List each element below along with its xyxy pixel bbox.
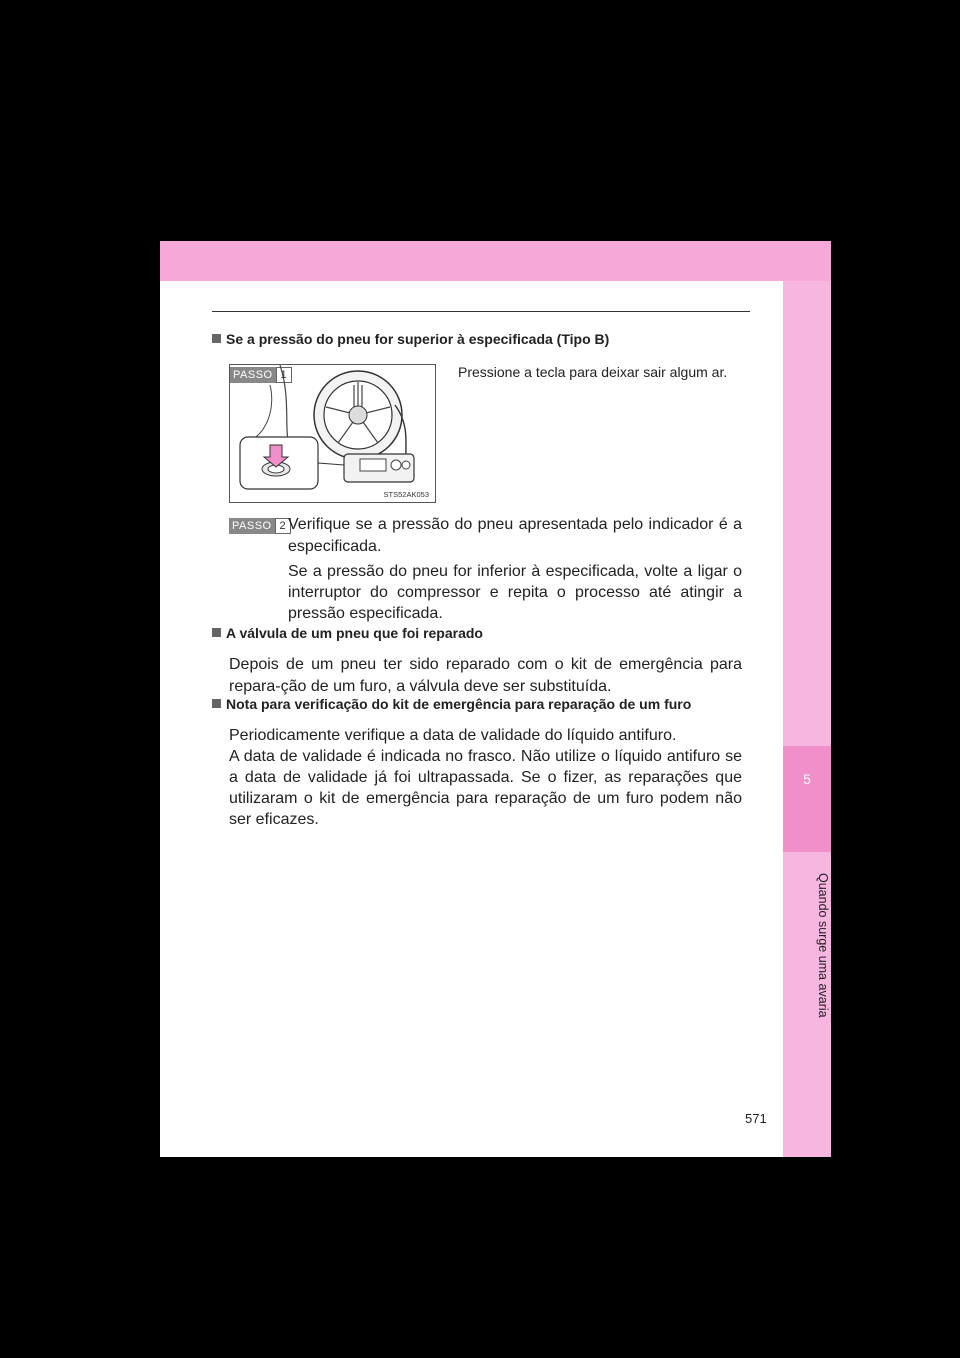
section3-text1: Periodicamente verifique a data de validade do líquido antifuro. (229, 727, 677, 744)
bullet-square-icon (212, 334, 221, 343)
step1-badge: PASSO 1 (230, 367, 292, 383)
figure-code: STS52AK053 (383, 490, 429, 499)
section-heading-pressure: Se a pressão do pneu for superior à especificada (Tipo B) (212, 331, 609, 347)
compressor-illustration (229, 364, 436, 503)
chapter-number: 5 (803, 771, 811, 787)
bullet-square-icon (212, 628, 221, 637)
chapter-title: Quando surge uma avaria (816, 873, 830, 1018)
header-band (160, 241, 831, 281)
manual-page (160, 241, 831, 1157)
chapter-tab-active[interactable] (783, 746, 831, 852)
section-heading-valve: A válvula de um pneu que foi reparado (212, 625, 483, 641)
tire-compressor-drawing (230, 365, 435, 502)
step2-badge: PASSO 2 (229, 518, 291, 534)
step2-note: Se a pressão do pneu for inferior à especificada, volte a ligar o interruptor do compressor e repita o processo até atingir a pressão especificada. (288, 563, 742, 622)
step2-text: Verifique se a pressão do pneu apresentada pelo indicador é a especificada. (288, 516, 742, 555)
step1-text: Pressione a tecla para deixar sair algum ar. (458, 364, 728, 380)
page-number: 571 (745, 1111, 767, 1126)
section2-text: Depois de um pneu ter sido reparado com o kit de emergência para repara-ção de um furo, a válvula deve ser substituída. (229, 656, 742, 695)
bullet-square-icon (212, 699, 221, 708)
section3-text2: A data de validade é indicada no frasco. Não utilize o líquido antifuro se a data de validade já foi ultrapassada. Se o fizer, as reparações que utilizaram o kit de emergência para reparação de um furo podem não ser eficazes. (229, 748, 742, 828)
header-rule (212, 311, 750, 312)
section-heading-kit-check: Nota para verificação do kit de emergência para reparação de um furo (212, 696, 691, 712)
